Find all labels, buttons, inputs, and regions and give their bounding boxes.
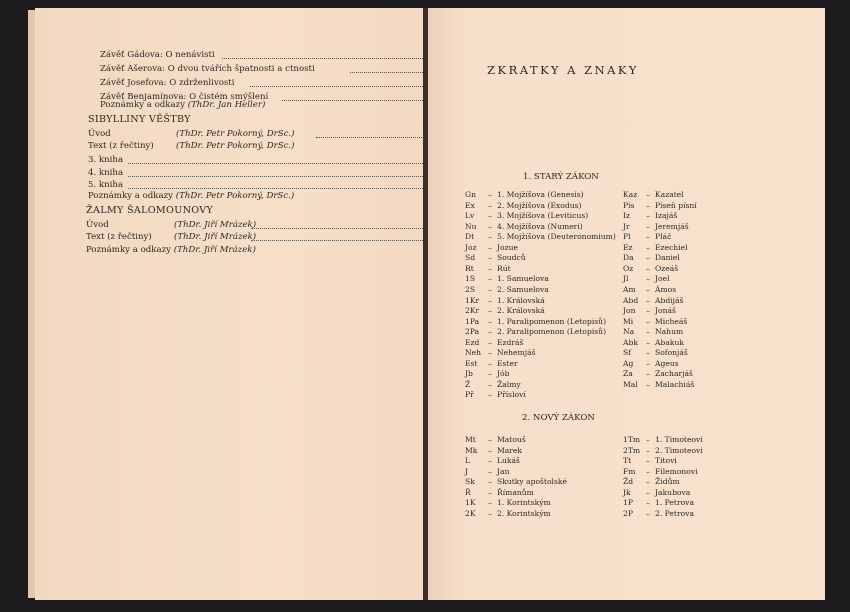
abbreviation: 1Pa	[465, 316, 480, 326]
book-name: Joel	[655, 274, 670, 284]
dash: –	[646, 337, 650, 347]
abbreviation: J	[465, 466, 469, 476]
dash: –	[488, 435, 492, 444]
dash: –	[646, 487, 650, 497]
dash: –	[488, 358, 492, 368]
book-name: 2. Královská	[497, 306, 545, 316]
toc-notes-entry	[86, 245, 256, 255]
leader-dots	[316, 127, 432, 138]
book-name: 1. Samuelova	[497, 274, 549, 284]
dash: –	[646, 466, 650, 476]
toc-entry-title: Text (z řečtiny)	[88, 141, 154, 151]
abbreviation: 2Pa	[465, 327, 480, 337]
book-name: Židům	[655, 477, 680, 487]
abbreviation: Na	[623, 327, 635, 337]
book-name: 2. Petrova	[655, 508, 694, 518]
dash: –	[646, 369, 650, 379]
right-page	[428, 8, 825, 600]
abbreviation: Ž	[465, 379, 471, 389]
abbreviation: Mt	[465, 435, 476, 444]
book-name: Ámos	[655, 284, 677, 294]
book-name: Matouš	[497, 435, 526, 444]
book-name: 1. Petrova	[655, 498, 694, 508]
book-name: Píseň písní	[655, 200, 697, 210]
dash: –	[488, 295, 492, 305]
book-name: Jeremjáš	[655, 221, 689, 231]
abbreviation: Da	[623, 253, 634, 263]
dash: –	[488, 466, 492, 476]
abbreviation: 1Tm	[623, 435, 641, 444]
book-name: 1. Paralipomenon (Letopisů)	[497, 316, 607, 326]
abbreviation: Joz	[465, 242, 477, 252]
leader-dots	[282, 90, 445, 101]
dash: –	[488, 445, 492, 455]
abbreviation: Jk	[623, 487, 631, 497]
abbreviation: Ř	[465, 487, 471, 497]
abbreviation: Sk	[465, 477, 475, 487]
abbreviation: Nu	[465, 221, 477, 231]
abbreviation: Ezd	[465, 337, 480, 347]
dash: –	[488, 477, 492, 487]
dash: –	[488, 306, 492, 316]
book-name: Abdijáš	[655, 295, 684, 305]
abbreviation: 1P	[623, 498, 633, 508]
book-name: Daniel	[655, 253, 680, 263]
toc-entry-title: Závěť Ašerova: O dvou tvářích špatnosti a ctnosti	[100, 64, 315, 74]
book-name: Skutky apoštolské	[497, 477, 567, 487]
toc-entry-title: 3. kniha	[88, 155, 124, 165]
toc-notes-entry	[88, 191, 294, 201]
abbreviation: Ag	[623, 358, 634, 368]
dash: –	[646, 358, 650, 368]
dash: –	[646, 190, 650, 199]
dash: –	[488, 498, 492, 508]
toc-entry	[100, 50, 400, 60]
toc-entry	[100, 78, 400, 88]
leader-dots	[128, 153, 433, 164]
abbreviation: 2Tm	[623, 445, 641, 455]
book-name: Filemonovi	[655, 466, 698, 476]
book-name: Soudců	[497, 253, 526, 263]
book-name: Kazatel	[655, 190, 684, 199]
dash: –	[646, 498, 650, 508]
dash: –	[488, 221, 492, 231]
dash: –	[646, 379, 650, 389]
book-name: Jób	[497, 369, 510, 379]
dash: –	[646, 211, 650, 221]
page-title: ZKRATKY A ZNAKY	[487, 63, 639, 77]
abbreviation: Neh	[465, 348, 482, 358]
abbreviation: Est	[465, 358, 478, 368]
abbreviation: Sf	[623, 348, 632, 358]
abbreviation: Př	[465, 390, 474, 400]
dash: –	[646, 306, 650, 316]
book-name: 2. Paralipomenon (Letopisů)	[497, 327, 607, 337]
book-name: Malachiáš	[655, 379, 695, 389]
dash: –	[646, 221, 650, 231]
old-testament-heading: 1. STARÝ ZÁKON	[523, 172, 599, 182]
toc-entry-title: Závěť Josefova: O zdrženlivosti	[100, 78, 235, 88]
abbreviation: Oz	[623, 263, 634, 273]
book-name: 2. Samuelova	[497, 284, 549, 294]
toc-entry	[86, 232, 386, 242]
abbreviation: Jl	[623, 274, 629, 284]
abbreviation: Tt	[623, 456, 632, 466]
section-heading-sibyl: SIBYLLINY VĚŠTBY	[88, 114, 191, 125]
leader-dots	[222, 48, 445, 59]
abbreviation: Jon	[623, 306, 636, 316]
abbreviation: Fm	[623, 466, 636, 476]
book-name: 3. Mojžíšova (Leviticus)	[497, 211, 589, 221]
abbreviation: Mk	[465, 445, 478, 455]
author-name: (ThDr. Jan Heller)	[187, 100, 266, 110]
toc-entry-title: Úvod	[86, 220, 109, 230]
dash: –	[646, 477, 650, 487]
book-name: Micheáš	[655, 316, 688, 326]
abbreviation: L	[465, 456, 471, 466]
abbreviation: Pl	[623, 232, 631, 242]
abbreviation: Dt	[465, 232, 475, 242]
dash: –	[488, 327, 492, 337]
book-name: Římanům	[497, 487, 534, 497]
dash: –	[646, 456, 650, 466]
toc-entry-title: Text (z řečtiny)	[86, 232, 152, 242]
author-name: (ThDr. Petr Pokorný, DrSc.)	[175, 191, 295, 201]
dash: –	[488, 456, 492, 466]
left-page	[35, 8, 423, 600]
abbreviation: Rt	[465, 263, 474, 273]
book-name: Jan	[497, 466, 510, 476]
dash: –	[488, 242, 492, 252]
abbreviation: Abk	[623, 337, 638, 347]
dash: –	[646, 263, 650, 273]
notes-label: Poznámky a odkazy	[88, 191, 173, 201]
abbreviation: 1K	[465, 498, 476, 508]
abbreviation: Jr	[623, 221, 630, 231]
dash: –	[646, 348, 650, 358]
dash: –	[488, 487, 492, 497]
book-name: Rút	[497, 263, 511, 273]
dash: –	[646, 253, 650, 263]
toc-entry-title: 5. kniha	[88, 180, 124, 190]
book-name: Jozue	[497, 242, 519, 252]
dash: –	[646, 435, 650, 444]
dash: –	[646, 284, 650, 294]
dash: –	[488, 390, 492, 400]
abbreviation: Abd	[623, 295, 639, 305]
book-name: Ezechiel	[655, 242, 688, 252]
abbreviation: 1Kr	[465, 295, 480, 305]
book-name: 2. Timoteovi	[655, 445, 703, 455]
leader-dots	[251, 218, 431, 229]
abbreviation: Ez	[623, 242, 633, 252]
book-name: Izajáš	[655, 211, 678, 221]
book-name: 1. Timoteovi	[655, 435, 703, 444]
book-name: Lukáš	[497, 456, 520, 466]
toc-entry	[88, 168, 388, 178]
author-name: (ThDr. Petr Pokorný, DrSc.)	[176, 129, 295, 139]
leader-dots	[128, 166, 433, 177]
author-name: (ThDr. Jiří Mrázek)	[174, 220, 257, 230]
dash: –	[646, 508, 650, 518]
book-name: 2. Korintským	[497, 508, 551, 518]
toc-entry-title: Závěť Gádova: O nenávisti	[100, 50, 215, 60]
toc-entry	[88, 180, 388, 190]
section-heading-psalms: ŽALMY ŠALOMOUNOVY	[86, 205, 214, 216]
abbreviation: Kaz	[623, 190, 638, 199]
toc-entry	[100, 64, 400, 74]
dash: –	[488, 232, 492, 242]
abbreviation: Mi	[623, 316, 634, 326]
abbreviation: Jb	[465, 369, 473, 379]
toc-entry	[86, 220, 386, 230]
abbreviation: Sd	[465, 253, 476, 263]
notes-label: Poznámky a odkazy	[100, 100, 185, 110]
author-name: (ThDr. Jiří Mrázek)	[174, 232, 257, 242]
dash: –	[646, 232, 650, 242]
book-name: 2. Mojžíšova (Exodus)	[497, 200, 582, 210]
book-name: 1. Královská	[497, 295, 545, 305]
book-name: Ageus	[655, 358, 679, 368]
dash: –	[646, 274, 650, 284]
abbreviation: Žd	[623, 477, 634, 487]
abbreviation: 2S	[465, 284, 476, 294]
dash: –	[646, 316, 650, 326]
dash: –	[488, 263, 492, 273]
dash: –	[488, 274, 492, 284]
dash: –	[488, 369, 492, 379]
page-stack-edge	[28, 10, 35, 598]
dash: –	[488, 508, 492, 518]
book-name: Pláč	[655, 232, 672, 242]
dash: –	[488, 316, 492, 326]
abbreviation: Pís	[623, 200, 635, 210]
dash: –	[488, 337, 492, 347]
dash: –	[488, 200, 492, 210]
book-name: Nehemjáš	[497, 348, 536, 358]
book-name: Jakubova	[655, 487, 691, 497]
book-name: Zacharjáš	[655, 369, 693, 379]
book-name: Ozeáš	[655, 263, 679, 273]
toc-entry-title: Závěť Benjamínova: O čistém smýšlení	[100, 92, 269, 102]
book-name: 1. Korintským	[497, 498, 551, 508]
abbreviation: Za	[623, 369, 633, 379]
dash: –	[488, 284, 492, 294]
abbreviation: Gn	[465, 190, 476, 199]
author-name: (ThDr. Jiří Mrázek)	[173, 245, 256, 255]
author-name: (ThDr. Petr Pokorný, DrSc.)	[176, 141, 295, 151]
toc-notes-entry	[100, 100, 265, 110]
dash: –	[646, 445, 650, 455]
leader-dots	[251, 230, 431, 241]
abbreviation: 2Kr	[465, 306, 480, 316]
toc-entry	[88, 155, 388, 165]
leader-dots	[128, 178, 433, 189]
dash: –	[646, 327, 650, 337]
toc-entry-title: Úvod	[88, 129, 111, 139]
abbreviation: 1S	[465, 274, 476, 284]
book-name: Ester	[497, 358, 518, 368]
abbreviation: Iz	[623, 211, 631, 221]
abbreviation: 2K	[465, 508, 476, 518]
dash: –	[488, 253, 492, 263]
dash: –	[488, 211, 492, 221]
book-name: Abakuk	[655, 337, 684, 347]
dash: –	[646, 242, 650, 252]
abbreviation: 2P	[623, 508, 633, 518]
book-name: Jonáš	[655, 306, 676, 316]
toc-entry	[88, 129, 388, 139]
abbreviation: Lv	[465, 211, 475, 221]
dash: –	[488, 379, 492, 389]
book-name: 1. Mojžíšova (Genesis)	[497, 190, 584, 199]
new-testament-heading: 2. NOVÝ ZÁKON	[522, 413, 595, 423]
toc-entry	[88, 141, 388, 151]
book-name: 5. Mojžíšova (Deuteronomium)	[497, 232, 616, 242]
book-name: Přísloví	[497, 390, 526, 400]
book-name: Sofonjáš	[655, 348, 688, 358]
abbreviation: Am	[623, 284, 636, 294]
abbreviation: Ex	[465, 200, 475, 210]
leader-dots	[250, 76, 445, 87]
abbreviation: Mal	[623, 379, 638, 389]
dash: –	[646, 295, 650, 305]
book-name: 4. Mojžíšova (Numeri)	[497, 221, 583, 231]
notes-label: Poznámky a odkazy	[86, 245, 171, 255]
dash: –	[488, 190, 492, 199]
dash: –	[488, 348, 492, 358]
book-name: Titovi	[655, 456, 677, 466]
book-name: Marek	[497, 445, 523, 455]
dash: –	[646, 200, 650, 210]
toc-entry-title: 4. kniha	[88, 168, 124, 178]
book-name: Žalmy	[497, 379, 521, 389]
book-name: Ezdráš	[497, 337, 524, 347]
book-name: Nahum	[655, 327, 684, 337]
